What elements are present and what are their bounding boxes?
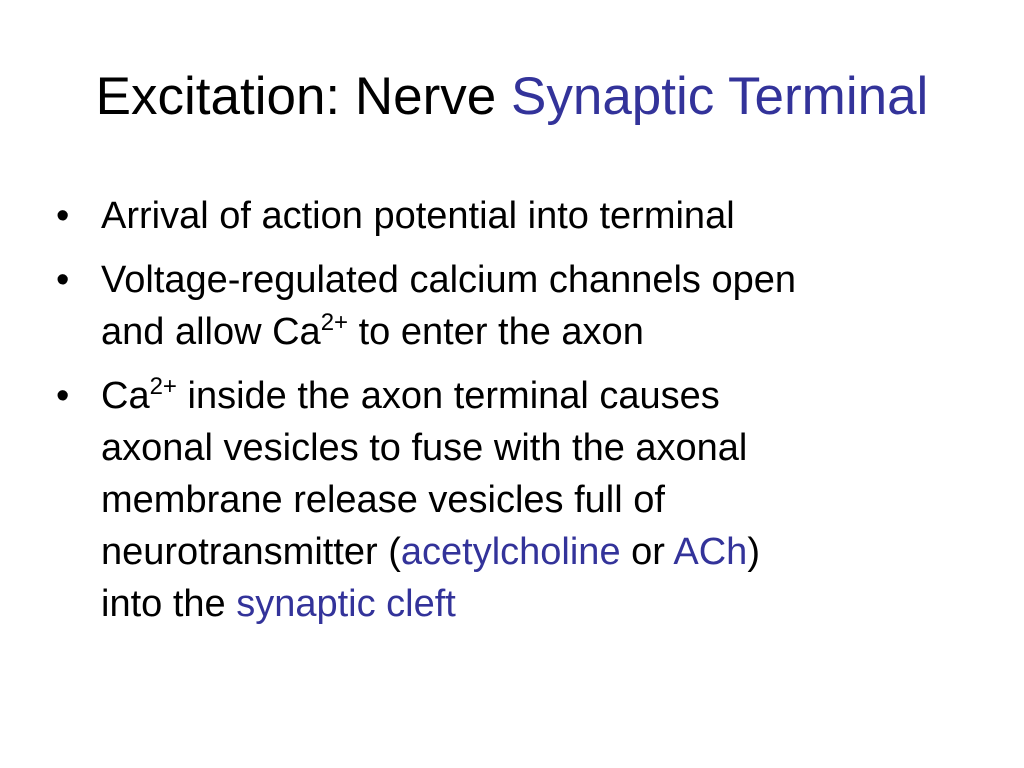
superscript-charge: 2+ (320, 309, 349, 336)
superscript-charge: 2+ (149, 373, 177, 400)
term-synaptic-cleft: synaptic cleft (236, 583, 456, 625)
title-plain: Excitation: Nerve (95, 67, 511, 126)
bullet-line: ) (747, 531, 760, 573)
title-accent: Synaptic Terminal (511, 67, 929, 126)
bullet-line: inside the axon terminal causes (176, 375, 720, 417)
bullet-line: membrane release vesicles full of (101, 479, 665, 521)
bullet-line: and allow Ca (101, 311, 321, 353)
bullet-line: Voltage-regulated calcium channels open (101, 259, 797, 301)
slide-title (0, 64, 1024, 130)
bullet-dot: • (56, 195, 70, 237)
bullet-item (56, 254, 956, 358)
bullet-line: neurotransmitter ( (101, 531, 401, 573)
bullet-line: into the (101, 583, 237, 625)
bullet-item (56, 370, 956, 630)
bullet-dot: • (56, 375, 70, 417)
bullet-item (56, 190, 956, 242)
bullet-dot: • (56, 259, 70, 301)
bullet-line: or (620, 531, 674, 573)
bullet-text: Arrival of action potential into terminal (101, 195, 735, 237)
term-acetylcholine: acetylcholine (400, 531, 621, 573)
bullet-line: to enter the axon (348, 311, 644, 353)
term-ach: ACh (673, 531, 748, 573)
bullet-list (56, 190, 956, 642)
bullet-line: axonal vesicles to fuse with the axonal (101, 427, 748, 469)
bullet-line: Ca (101, 375, 150, 417)
